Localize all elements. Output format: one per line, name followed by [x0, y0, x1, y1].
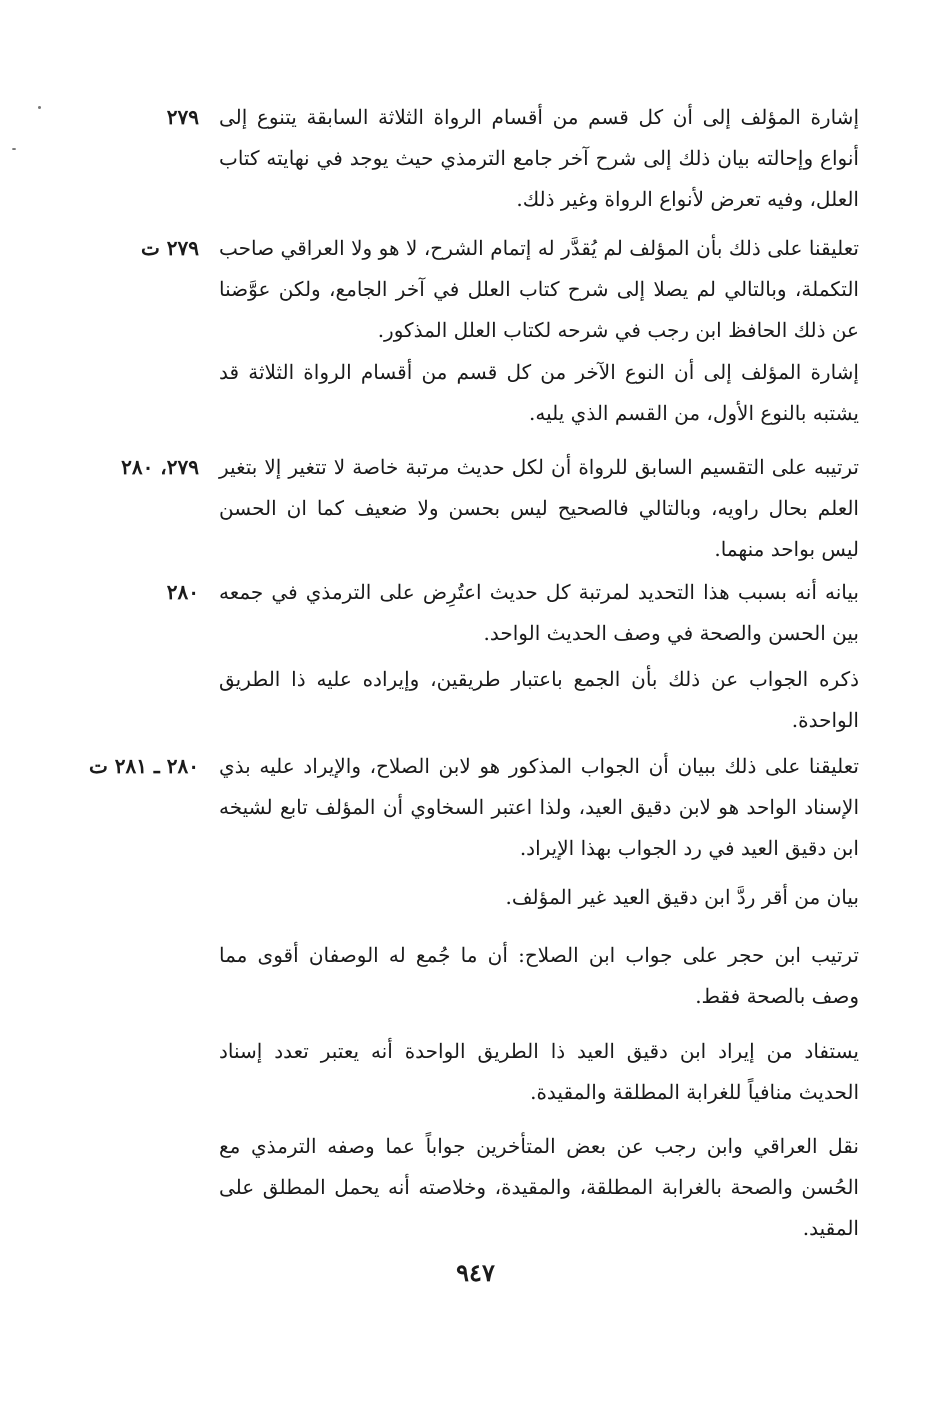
- index-entry: يستفاد من إيراد ابن دقيق العيد ذا الطريق الواحدة أنه يعتبر تعدد إسناد الحديث منافياً للغرابة المطلقة والمقيدة.: [219, 1039, 859, 1104]
- index-entry: تعليقنا على ذلك ببيان أن الجواب المذكور هو لابن الصلاح، والإيراد عليه بذي الإسناد الواحد هو لابن دقيق العيد، ولذا اعتبر السخاوي أن المؤلف تابع لشيخه ابن دقيق العيد في رد الجواب بهذا الإيراد.: [219, 754, 859, 860]
- index-entry: تعليقنا على ذلك بأن المؤلف لم يُقدَّر له إتمام الشرح، لا هو ولا العراقي صاحب التكملة، وبالتالي لم يصلا إلى شرح كتاب العلل في آخر الجامع، ولكن عوَّضنا عن ذلك الحافظ ابن رجب في شرحه لكتاب العلل المذكور.: [219, 236, 859, 342]
- index-entry: بيان من أقر ردَّ ابن دقيق العيد غير المؤلف.: [505, 885, 859, 909]
- scan-speck: [38, 106, 41, 109]
- index-entry: ذكره الجواب عن ذلك بأن الجمع باعتبار طريقين، وإيراده عليه ذا الطريق الواحدة.: [219, 667, 859, 732]
- page-reference: ٢٧٩ ت: [140, 236, 199, 260]
- index-entry: ترتيبه على التقسيم السابق للرواة أن لكل حديث مرتبة خاصة لا تتغير إلا بتغير العلم بحال راويه، وبالتالي فالصحيح ليس بحسن ولا ضعيف كما ان الحسن ليس بواحد منهما.: [219, 455, 859, 561]
- page-reference: ٢٨٠ ـ ٢٨١ ت: [88, 754, 199, 778]
- index-entry: إشارة المؤلف إلى أن النوع الآخر من كل قسم من أقسام الرواة الثلاثة قد يشتبه بالنوع الأول، من القسم الذي يليه.: [219, 360, 859, 425]
- index-entry: بيانه أنه بسبب هذا التحديد لمرتبة كل حديث اعتُرِض على الترمذي في جمعه بين الحسن والصحة في وصف الحديث الواحد.: [219, 580, 859, 645]
- index-entry: إشارة المؤلف إلى أن كل قسم من أقسام الرواة الثلاثة السابقة يتنوع إلى أنواع وإحالته بيان ذلك إلى شرح آخر جامع الترمذي حيث يوجد في نهايته كتاب العلل، وفيه تعرض لأنواع الرواة وغير ذلك.: [219, 105, 859, 211]
- index-entry: ترتيب ابن حجر على جواب ابن الصلاح: أن ما جُمع له الوصفان أقوى مما وصف بالصحة فقط.: [219, 943, 859, 1008]
- page-reference: ٢٧٩: [166, 105, 199, 129]
- page-reference: ٢٨٠: [166, 580, 199, 604]
- page-reference: ٢٧٩، ٢٨٠: [121, 455, 199, 479]
- page-number: ٩٤٧: [456, 1258, 495, 1287]
- scan-speck: [12, 148, 16, 150]
- index-entry: نقل العراقي وابن رجب عن بعض المتأخرين جواباً عما وصفه الترمذي مع الحُسن والصحة بالغرابة المطلقة، والمقيدة، وخلاصته أنه يحمل المطلق على المقيد.: [219, 1134, 859, 1240]
